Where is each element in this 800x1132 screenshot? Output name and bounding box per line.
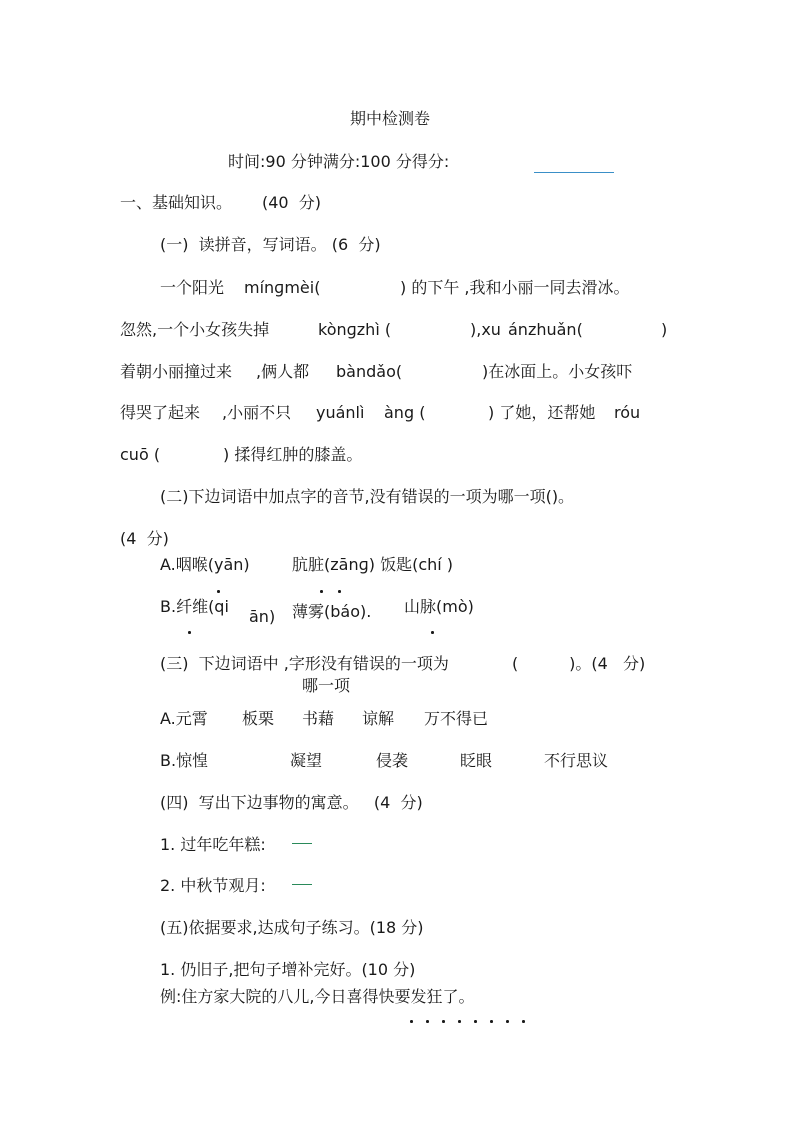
p1-line1-pinyin: mínɡmèi( xyxy=(244,278,321,297)
part-2-heading: (二)下边词语中加点字的音节,没有错误的一项为哪一项()。 xyxy=(160,487,575,506)
p1-line3-pinyin: bàndǎo( xyxy=(336,362,403,381)
p3-option-b-label: B.惊惶 xyxy=(160,751,209,770)
p1-line1-text: 一个阳光 xyxy=(160,278,225,297)
p3-option-b-word: 眨眼 xyxy=(460,751,493,770)
p3-option-a-word: 书藉 xyxy=(302,709,335,728)
emphasis-dot xyxy=(217,590,220,593)
p3-option-b-word: 凝望 xyxy=(290,751,323,770)
part-3-heading: (三) 下边词语中 ,字形没有错误的一项为 xyxy=(160,654,449,673)
p1-line4-text: 得哭了起来 xyxy=(120,403,201,422)
section-1-title: 一、基础知识。 xyxy=(120,193,233,212)
emphasis-dot xyxy=(442,1020,445,1023)
part-2-points: (4 分) xyxy=(120,529,169,548)
section-1-points: (40 分) xyxy=(262,193,322,212)
p1-line4-pinyin3: róu xyxy=(614,403,641,422)
p1-line4-pinyin1: yuánlì xyxy=(316,403,365,422)
p1-line2-text: 忽然,一个小女孩失掉 xyxy=(120,320,270,339)
p2-option-b-2: ān) xyxy=(249,607,276,626)
p1-line3-mid: ,俩人都 xyxy=(256,362,310,381)
score-blank[interactable] xyxy=(534,172,614,173)
part-1-heading: (一) 读拼音，写词语。 (6 分) xyxy=(160,235,381,254)
answer-blank[interactable] xyxy=(292,843,312,844)
emphasis-dot xyxy=(490,1020,493,1023)
emphasis-dot xyxy=(458,1020,461,1023)
emphasis-dot xyxy=(474,1020,477,1023)
p4-item-1: 1. 过年吃年糕: xyxy=(160,835,266,854)
p3-option-a-word: 谅解 xyxy=(362,709,395,728)
p1-line2-close: ) xyxy=(661,320,668,339)
emphasis-dot xyxy=(426,1020,429,1023)
p5-example: 例:住方家大院的八儿,今日喜得快要发狂了。 xyxy=(160,987,475,1006)
part-5-heading: (五)依据要求,达成句子练习。(18 分) xyxy=(160,918,424,937)
p1-line3-rest: )在冰面上。小女孩吓 xyxy=(482,362,633,381)
emphasis-dot xyxy=(506,1020,509,1023)
part-4-heading: (四) 写出下边事物的寓意。 (4 分) xyxy=(160,793,423,812)
p3-option-b-word: 不行思议 xyxy=(544,751,609,770)
part-3-heading-2: 哪一项 xyxy=(302,676,351,695)
p3-option-a-word: 万不得已 xyxy=(424,709,489,728)
p1-line3-text: 着朝小丽撞过来 xyxy=(120,362,233,381)
p1-line5-pinyin: cuō ( xyxy=(120,445,161,464)
p1-line4-rest: ) 了她，还帮她 xyxy=(488,403,596,422)
emphasis-dot xyxy=(410,1020,413,1023)
emphasis-dot xyxy=(188,631,191,634)
p1-line5-rest: ) 揉得红肿的膝盖。 xyxy=(223,445,363,464)
p2-option-b-1: B.纤维(qi xyxy=(160,597,229,616)
p3-option-a-label: A.元霄 xyxy=(160,709,208,728)
p5-item-1: 1. 仍旧子,把句子增补完好。(10 分) xyxy=(160,960,416,979)
p2-option-a-1: A.咽喉(yān) xyxy=(160,555,250,574)
p1-line2-pinyin1: kònɡzhì ( xyxy=(318,320,392,339)
p1-line2-pinyin2: ánzhuǎn( xyxy=(508,320,583,339)
page-title: 期中检测卷 xyxy=(350,109,431,128)
p4-item-2: 2. 中秋节观月: xyxy=(160,876,266,895)
p3-option-a-word: 板栗 xyxy=(242,709,275,728)
p1-line4-pinyin2: àng ( xyxy=(384,403,426,422)
answer-blank[interactable] xyxy=(292,884,312,885)
p2-option-a-2: 肮脏(zānɡ) 饭匙(chí ) xyxy=(292,555,454,574)
emphasis-dot xyxy=(522,1020,525,1023)
p2-option-b-3: 薄雾(báo). xyxy=(292,602,372,621)
emphasis-dot xyxy=(431,631,434,634)
exam-info: 时间:90 分钟满分:100 分得分: xyxy=(228,152,450,171)
p2-option-b-4: 山脉(mò) xyxy=(404,597,474,616)
p3-option-b-word: 侵袭 xyxy=(376,751,409,770)
p1-line1-rest: ) 的下午 ,我和小丽一同去滑冰。 xyxy=(400,278,630,297)
p1-line2-mid: ),xu xyxy=(470,320,501,339)
part-3-answer-paren: ( )。(4 分) xyxy=(512,654,646,673)
p1-line4-mid: ,小丽不只 xyxy=(222,403,292,422)
emphasis-dot xyxy=(320,590,323,593)
emphasis-dot xyxy=(338,590,341,593)
